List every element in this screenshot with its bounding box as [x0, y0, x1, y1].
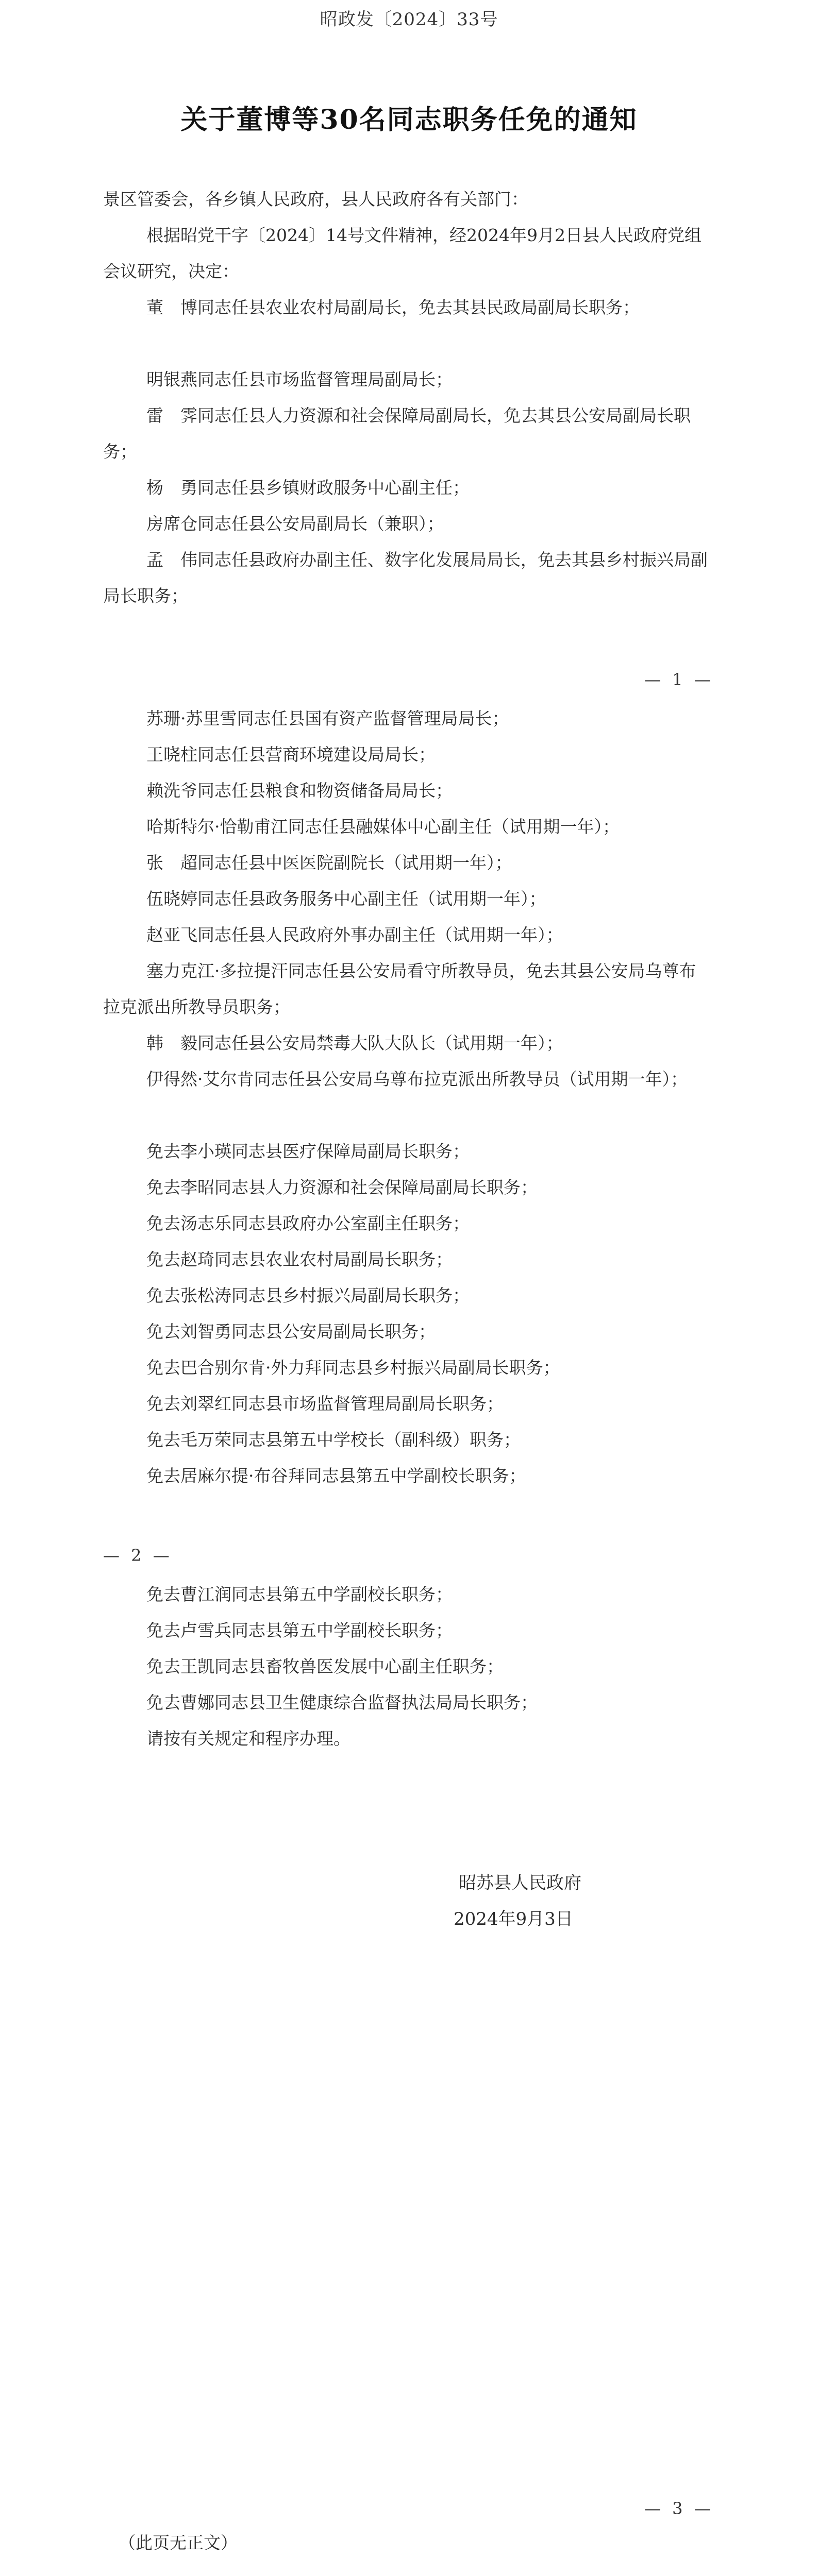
addressee: 景区管委会，各乡镇人民政府，县人民政府各有关部门： [103, 189, 528, 209]
appointment-item: 苏珊·苏里雪同志任县国有资产监督管理局局长； [146, 708, 509, 728]
dismissal-item: 免去李昭同志县人力资源和社会保障局副局长职务； [146, 1177, 538, 1197]
document-number: 昭政发〔2024〕33号 [320, 9, 498, 30]
dismissal-item: 免去曹娜同志县卫生健康综合监督执法局局长职务； [146, 1692, 538, 1713]
dismissal-item: 免去赵琦同志县农业农村局副局长职务； [146, 1249, 453, 1269]
page-number: — 3 — [644, 2499, 714, 2518]
closing-instruction: 请按有关规定和程序办理。 [146, 1728, 350, 1749]
dismissal-item: 免去曹江润同志县第五中学副校长职务； [146, 1584, 453, 1604]
dismissal-item: 免去巴合别尔肯·外力拜同志县乡村振兴局副局长职务； [146, 1358, 560, 1378]
document-title: 关于董博等30名同志职务任免的通知 [180, 104, 638, 135]
appointment-item: 明银燕同志任县市场监督管理局副局长； [146, 369, 453, 389]
intro-paragraph: 根据昭党干字〔2024〕14号文件精神，经2024年9月2日县人民政府党组会议研究，决定： [103, 225, 702, 281]
appointment-item: 韩 毅同志任县公安局禁毒大队大队长（试用期一年）； [146, 1033, 563, 1053]
signature-organization: 昭苏县人民政府 [459, 1873, 581, 1893]
appointment-item: 房席仓同志任县公安局副局长（兼职）； [146, 514, 444, 534]
appointment-item: 杨 勇同志任县乡镇财政服务中心副主任； [146, 478, 470, 498]
page-number: — 2 — [103, 1546, 173, 1565]
appointment-item: 哈斯特尔·恰勒甫江同志任县融媒体中心副主任（试用期一年）； [146, 817, 620, 837]
appointment-item: 董 博同志任县农业农村局副局长，免去其县民政局副局长职务； [146, 297, 640, 317]
appointment-item: 赵亚飞同志任县人民政府外事办副主任（试用期一年）； [146, 925, 563, 945]
dismissal-item: 免去张松涛同志县乡村振兴局副局长职务； [146, 1285, 470, 1306]
appointment-item: 孟 伟同志任县政府办副主任、数字化发展局局长，免去其县乡村振兴局副局长职务； [103, 550, 708, 606]
appointment-item: 张 超同志任县中医医院副院长（试用期一年）； [146, 853, 512, 873]
page-number: — 1 — [644, 670, 714, 689]
appointment-item: 赖洗爷同志任县粮食和物资储备局局长； [146, 781, 453, 801]
appointment-item: 伍晓婷同志任县政务服务中心副主任（试用期一年）； [146, 889, 546, 909]
dismissal-item: 免去王凯同志县畜牧兽医发展中心副主任职务； [146, 1656, 504, 1676]
no-text-note: （此页无正文） [119, 2533, 238, 2553]
dismissal-item: 免去李小瑛同志县医疗保障局副局长职务； [146, 1141, 470, 1161]
signature-date: 2024年9月3日 [454, 1909, 573, 1929]
appointment-item: 伊得然·艾尔肯同志任县公安局乌尊布拉克派出所教导员（试用期一年）； [146, 1069, 688, 1089]
dismissal-item: 免去毛万荣同志县第五中学校长（副科级）职务； [146, 1430, 521, 1450]
dismissal-item: 免去汤志乐同志县政府办公室副主任职务； [146, 1213, 470, 1233]
appointment-item: 王晓柱同志任县营商环境建设局局长； [146, 744, 436, 765]
appointment-item: 雷 霁同志任县人力资源和社会保障局副局长，免去其县公安局副局长职务； [103, 405, 691, 462]
dismissal-item: 免去刘翠红同志县市场监督管理局副局长职务； [146, 1394, 504, 1414]
dismissal-item: 免去刘智勇同志县公安局副局长职务； [146, 1321, 436, 1342]
dismissal-item: 免去卢雪兵同志县第五中学副校长职务； [146, 1620, 453, 1640]
dismissal-item: 免去居麻尔提·布谷拜同志县第五中学副校长职务； [146, 1466, 526, 1486]
appointment-item: 塞力克江·多拉提汗同志任县公安局看守所教导员，免去其县公安局乌尊布拉克派出所教导员职务； [103, 961, 696, 1017]
